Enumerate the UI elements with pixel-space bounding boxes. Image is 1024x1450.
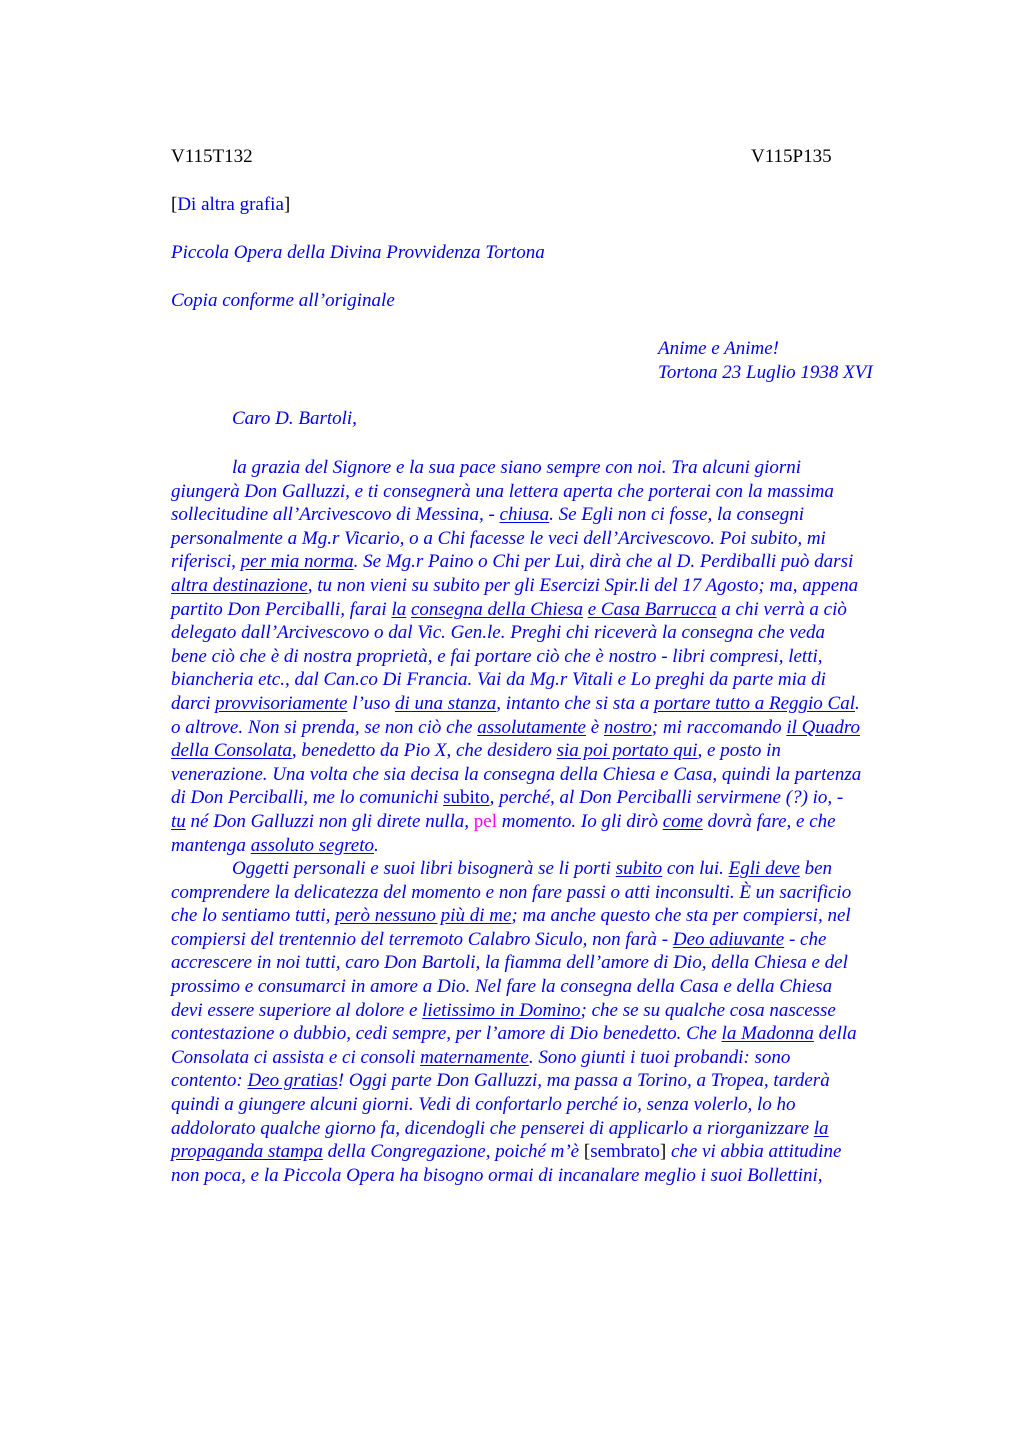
salutation: Caro D. Bartoli, <box>232 408 357 429</box>
letter-text: che lo sentiamo tutti, <box>171 905 336 927</box>
letter-text: contestazione o dubbio, cedi sempre, per l’amore di Dio benedetto. Che <box>171 1023 722 1045</box>
letter-text: ; ma anche questo che sta per compiersi, nel <box>511 905 851 927</box>
letter-line <box>171 527 931 551</box>
letter-line <box>171 668 931 692</box>
document-code-left: V115T132 <box>171 146 253 167</box>
letter-line <box>171 1093 931 1117</box>
letter-text: non poca, e la Piccola Opera ha bisogno ormai di incanalare meglio i suoi Bollettini, <box>171 1164 823 1186</box>
underlined-text: della Consolata <box>171 740 292 762</box>
letter-text: darci <box>171 692 216 714</box>
letter-line <box>171 480 931 504</box>
letter-text: comprendere la delicatezza del momento e non fare passi o atti inconsulti. È un sacrificio <box>171 881 852 903</box>
letter-line <box>171 786 931 810</box>
letter-text: a chi verrà a ciò <box>716 598 847 620</box>
underlined-text: altra destinazione <box>171 574 308 596</box>
letter-line <box>171 550 931 574</box>
letter-text: Consolata ci assista e ci consoli <box>171 1046 421 1068</box>
letter-text: accrescere in noi tutti, caro Don Bartoli, la fiamma dell’amore di Dio, della Chiesa e del <box>171 952 848 974</box>
letter-line <box>171 645 931 669</box>
letter-text: o altrove. Non si prenda, se non ciò che <box>171 716 478 738</box>
letter-line <box>171 951 931 975</box>
highlighted-word: pel <box>473 810 497 832</box>
letter-text: . Sono giunti i tuoi probandi: sono <box>528 1046 791 1068</box>
letter-text: partito Don Perciballi, farai <box>171 598 392 620</box>
letter-line <box>171 1022 931 1046</box>
letter-text: ] <box>659 1141 667 1163</box>
letter-body <box>171 456 931 1187</box>
underlined-text: la Madonna <box>721 1023 814 1045</box>
letter-text: compiersi del trentennio del terremoto Calabro Siculo, non farà - <box>171 928 673 950</box>
letter-line <box>171 975 931 999</box>
letter-text: ; che se su qualche cosa nascesse <box>580 999 836 1021</box>
letter-text: , tu non vieni su subito per gli Esercizi Spir.li del 17 Agosto; ma, appena <box>307 574 859 596</box>
letter-text: la grazia del Signore e la sua pace siano sempre con noi. Tra alcuni giorni <box>232 457 802 478</box>
underlined-text: Deo gratias <box>247 1070 338 1092</box>
letter-text: né Don Galluzzi non gli direte nulla, <box>185 810 474 832</box>
letter-text: personalmente a Mg.r Vicario, o a Chi facesse le veci dell’Arcivescovo. Poi subito, mi <box>171 527 826 549</box>
underlined-text: assolutamente <box>477 716 586 738</box>
underlined-text: subito <box>443 787 490 809</box>
underlined-text: chiusa <box>499 504 550 526</box>
note-bracket-close: ] <box>283 194 291 215</box>
letter-text: ; mi raccomando <box>651 716 787 738</box>
letter-text: . <box>855 692 860 714</box>
underlined-text: lietissimo in Domino <box>422 999 581 1021</box>
motto: Anime e Anime! <box>658 338 779 359</box>
letter-text: bene ciò che è di nostra proprietà, e fai portare ciò che è nostro - libri compresi, letti, <box>171 645 823 667</box>
letter-line <box>171 857 931 881</box>
underlined-text: e Casa Barrucca <box>587 598 717 620</box>
letter-text: mantenga <box>171 834 251 856</box>
letter-line <box>171 1140 931 1164</box>
letter-text: sembrato <box>590 1141 660 1163</box>
letter-line <box>171 598 931 622</box>
letter-text: della Congregazione, poiché m’è <box>322 1141 584 1163</box>
underlined-text: Egli deve <box>728 858 800 880</box>
letter-text: momento. Io gli dirò <box>496 810 663 832</box>
letter-line <box>171 881 931 905</box>
underlined-text: portare tutto a Reggio Cal <box>654 692 856 714</box>
letter-text: venerazione. Una volta che sia decisa la consegna della Chiesa e Casa, quindi la partenza <box>171 763 862 785</box>
letter-line <box>171 834 931 858</box>
letter-text: l’uso <box>347 692 395 714</box>
underlined-text: maternamente <box>420 1046 529 1068</box>
underlined-text: per mia norma <box>240 551 354 573</box>
underlined-text: assoluto segreto <box>250 834 375 856</box>
letter-line <box>171 503 931 527</box>
underlined-text: di una stanza <box>394 692 497 714</box>
letter-text: giungerà Don Galluzzi, e ti consegnerà una lettera aperta che porterai con la massima <box>171 480 834 502</box>
letter-text: quindi a giungere alcuni giorni. Vedi di confortarlo perché io, senza volerlo, lo ho <box>171 1094 796 1116</box>
motto-and-date <box>658 337 873 384</box>
letter-text: , perché, al Don Perciballi servirmene (?) io, - <box>489 787 844 809</box>
letter-text: di Don Perciballi, me lo comunichi <box>171 787 444 809</box>
letter-text: è <box>585 716 604 738</box>
letter-text: - che <box>784 928 827 950</box>
underlined-text: però nessuno più di me <box>335 905 512 927</box>
underlined-text: subito <box>615 858 663 880</box>
letter-text: biancheria etc., dal Can.co Di Francia. Vai da Mg.r Vitali e Lo preghi da parte mia di <box>171 669 826 691</box>
letter-line <box>171 621 931 645</box>
letter-text: riferisci, <box>171 551 241 573</box>
letter-line <box>171 1164 931 1188</box>
letter-line <box>171 1069 931 1093</box>
letter-text: prossimo e consumarci in amore a Dio. Nel fare la consegna della Casa e della Chiesa <box>171 976 833 998</box>
letter-text: delegato dall’Arcivescovo o dal Vic. Gen.le. Preghi chi riceverà la consegna che veda <box>171 622 826 644</box>
letter-text: sollecitudine all’Arcivescovo di Messina, - <box>171 504 500 526</box>
underlined-text: Deo adiuvante <box>672 928 785 950</box>
underlined-text: propaganda stampa <box>171 1141 323 1163</box>
underlined-text: consegna della Chiesa <box>410 598 583 620</box>
letter-text: addolorato qualche giorno fa, dicendogli che penserei di applicarlo a riorganizzare <box>171 1117 814 1139</box>
underlined-text: sia poi portato qui <box>556 740 698 762</box>
letter-text: della <box>813 1023 857 1045</box>
letter-line <box>171 456 931 480</box>
letter-text: . Se Mg.r Paino o Chi per Lui, dirà che al D. Perdiballi può darsi <box>353 551 854 573</box>
letter-text: ben <box>799 858 833 880</box>
underlined-text: il Quadro <box>786 716 861 738</box>
letter-text: , e posto in <box>697 740 781 762</box>
editorial-note <box>171 194 290 216</box>
underlined-text: provvisoriamente <box>215 692 348 714</box>
letter-line <box>171 763 931 787</box>
letter-text: con lui. <box>662 858 729 880</box>
letter-line <box>171 1117 931 1141</box>
letter-text: . Se Egli non ci fosse, la consegni <box>549 504 805 526</box>
letter-line <box>171 999 931 1023</box>
letter-line <box>171 1046 931 1070</box>
underlined-text: nostro <box>603 716 652 738</box>
letter-text: devi essere superiore al dolore e <box>171 999 423 1021</box>
letter-text: Oggetti personali e suoi libri bisognerà se li porti <box>232 858 616 880</box>
underlined-text: come <box>662 810 703 832</box>
letter-text: ! Oggi parte Don Galluzzi, ma passa a Torino, a Tropea, tarderà <box>337 1070 830 1092</box>
document-code-right: V115P135 <box>751 146 832 167</box>
letter-line <box>171 739 931 763</box>
letter-line <box>171 716 931 740</box>
letter-text: [ <box>583 1141 591 1163</box>
letter-line <box>171 928 931 952</box>
letter-text: , intanto che si sta a <box>496 692 655 714</box>
underlined-text: la <box>813 1117 829 1139</box>
underlined-text: tu <box>171 810 186 832</box>
letter-text: contento: <box>171 1070 248 1092</box>
letter-line <box>171 692 931 716</box>
note-text: Di altra grafia <box>177 194 284 215</box>
date-line: Tortona 23 Luglio 1938 XVI <box>658 361 873 383</box>
letter-text: dovrà fare, e che <box>702 810 836 832</box>
letter-text: , benedetto da Pio X, che desidero <box>291 740 557 762</box>
copy-notice: Copia conforme all’originale <box>171 290 395 311</box>
letter-line <box>171 904 931 928</box>
letter-line <box>171 574 931 598</box>
letterhead-line: Piccola Opera della Divina Provvidenza Tortona <box>171 242 545 263</box>
note-bracket-open: [ <box>171 194 178 215</box>
letter-line <box>171 810 931 834</box>
letter-text: che vi abbia attitudine <box>666 1141 842 1163</box>
letter-text: . <box>374 834 379 856</box>
underlined-text: la <box>391 598 407 620</box>
